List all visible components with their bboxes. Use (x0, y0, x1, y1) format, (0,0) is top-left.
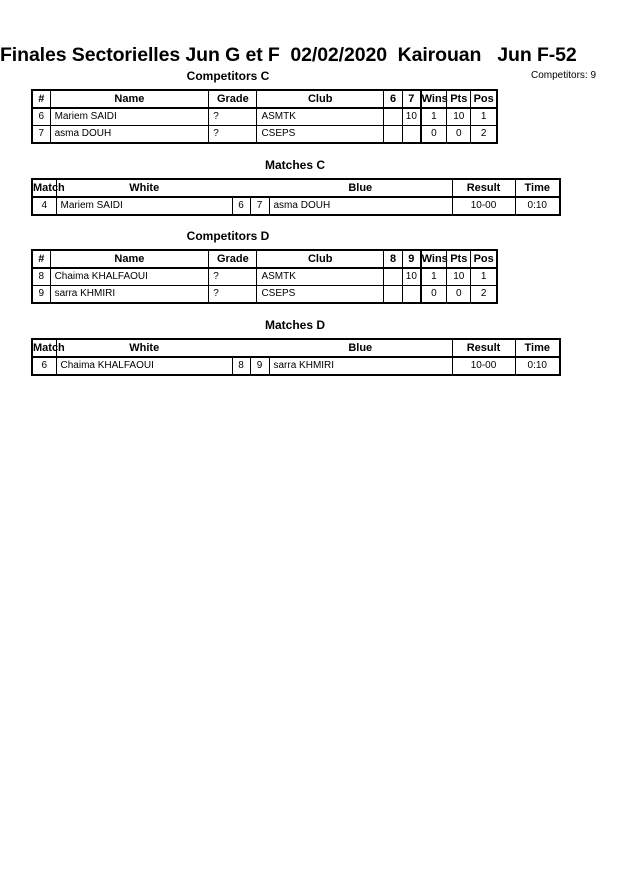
matches-c-title: Matches C (264, 158, 326, 172)
table-header-row (32, 339, 560, 357)
col-result: Result (452, 179, 515, 197)
col-p1: 8 (383, 250, 402, 268)
cell-blue: asma DOUH (269, 197, 452, 215)
col-time: Time (515, 179, 560, 197)
cell-name: Mariem SAIDI (50, 108, 209, 126)
table-row (32, 197, 560, 215)
cell-name: asma DOUH (50, 126, 209, 144)
col-white: White (56, 179, 232, 197)
cell-name: sarra KHMIRI (50, 286, 209, 304)
cell-white-num: 8 (232, 357, 250, 375)
cell-pos: 1 (471, 108, 497, 126)
col-blue: Blue (269, 339, 452, 357)
cell-num: 8 (32, 268, 50, 286)
table-row (32, 357, 560, 375)
cell-time: 0:10 (515, 357, 560, 375)
col-p2: 7 (403, 90, 421, 108)
col-white: White (56, 339, 232, 357)
cell-wins: 0 (421, 126, 447, 144)
cell-result: 10-00 (452, 197, 515, 215)
competitors-d-table (31, 249, 498, 304)
cell-white-num: 6 (232, 197, 250, 215)
cell-club: CSEPS (257, 126, 384, 144)
col-grade: Grade (209, 90, 257, 108)
col-white-num (232, 339, 250, 357)
table-row (32, 108, 497, 126)
cell-pts: 10 (447, 108, 471, 126)
cell-club: ASMTK (257, 268, 384, 286)
col-name: Name (50, 90, 209, 108)
matches-c-table (31, 178, 561, 216)
col-num: # (32, 90, 50, 108)
cell-num: 7 (32, 126, 50, 144)
col-time: Time (515, 339, 560, 357)
col-num: # (32, 250, 50, 268)
cell-grade: ? (209, 286, 257, 304)
table-row (32, 286, 497, 304)
col-grade: Grade (209, 250, 257, 268)
table-header-row (32, 179, 560, 197)
cell-wins: 1 (421, 108, 447, 126)
cell-wins: 1 (421, 268, 447, 286)
cell-p1 (383, 286, 402, 304)
cell-num: 6 (32, 108, 50, 126)
cell-blue: sarra KHMIRI (269, 357, 452, 375)
cell-num: 9 (32, 286, 50, 304)
col-wins: Wins (421, 90, 447, 108)
cell-time: 0:10 (515, 197, 560, 215)
cell-white: Chaima KHALFAOUI (56, 357, 232, 375)
competitors-c-title: Competitors C (186, 69, 270, 83)
competitors-count: Competitors: 9 (531, 70, 597, 81)
matches-d-title: Matches D (264, 318, 326, 332)
page-title: Finales Sectorielles Jun G et F 02/02/2020 Kairouan Jun F-52 (0, 44, 577, 66)
cell-pts: 0 (447, 126, 471, 144)
cell-grade: ? (209, 126, 257, 144)
col-result: Result (452, 339, 515, 357)
cell-p1 (383, 268, 402, 286)
cell-p2: 10 (403, 268, 421, 286)
cell-grade: ? (209, 268, 257, 286)
competitors-c-table (31, 89, 498, 144)
matches-d-table (31, 338, 561, 376)
col-name: Name (50, 250, 209, 268)
cell-p2 (403, 286, 421, 304)
cell-pos: 1 (471, 268, 497, 286)
col-white-num (232, 179, 250, 197)
cell-match: 6 (32, 357, 56, 375)
cell-blue-num: 9 (250, 357, 269, 375)
col-match: Match (32, 179, 56, 197)
cell-p1 (383, 126, 402, 144)
cell-white: Mariem SAIDI (56, 197, 232, 215)
cell-club: ASMTK (257, 108, 384, 126)
col-pts: Pts (447, 250, 471, 268)
col-match: Match (32, 339, 56, 357)
col-pos: Pos (471, 90, 497, 108)
table-header-row (32, 90, 497, 108)
col-blue: Blue (269, 179, 452, 197)
col-p1: 6 (383, 90, 402, 108)
cell-wins: 0 (421, 286, 447, 304)
col-pts: Pts (447, 90, 471, 108)
col-p2: 9 (403, 250, 421, 268)
col-pos: Pos (471, 250, 497, 268)
col-club: Club (257, 250, 384, 268)
cell-result: 10-00 (452, 357, 515, 375)
cell-club: CSEPS (257, 286, 384, 304)
col-wins: Wins (421, 250, 447, 268)
cell-pos: 2 (471, 286, 497, 304)
cell-pts: 0 (447, 286, 471, 304)
cell-p2 (403, 126, 421, 144)
cell-grade: ? (209, 108, 257, 126)
col-club: Club (257, 90, 384, 108)
col-blue-num (250, 179, 269, 197)
table-row (32, 126, 497, 144)
col-blue-num (250, 339, 269, 357)
competitors-d-title: Competitors D (186, 229, 270, 243)
cell-pos: 2 (471, 126, 497, 144)
cell-match: 4 (32, 197, 56, 215)
cell-blue-num: 7 (250, 197, 269, 215)
cell-p1 (383, 108, 402, 126)
table-header-row (32, 250, 497, 268)
table-row (32, 268, 497, 286)
cell-p2: 10 (403, 108, 421, 126)
cell-name: Chaima KHALFAOUI (50, 268, 209, 286)
cell-pts: 10 (447, 268, 471, 286)
